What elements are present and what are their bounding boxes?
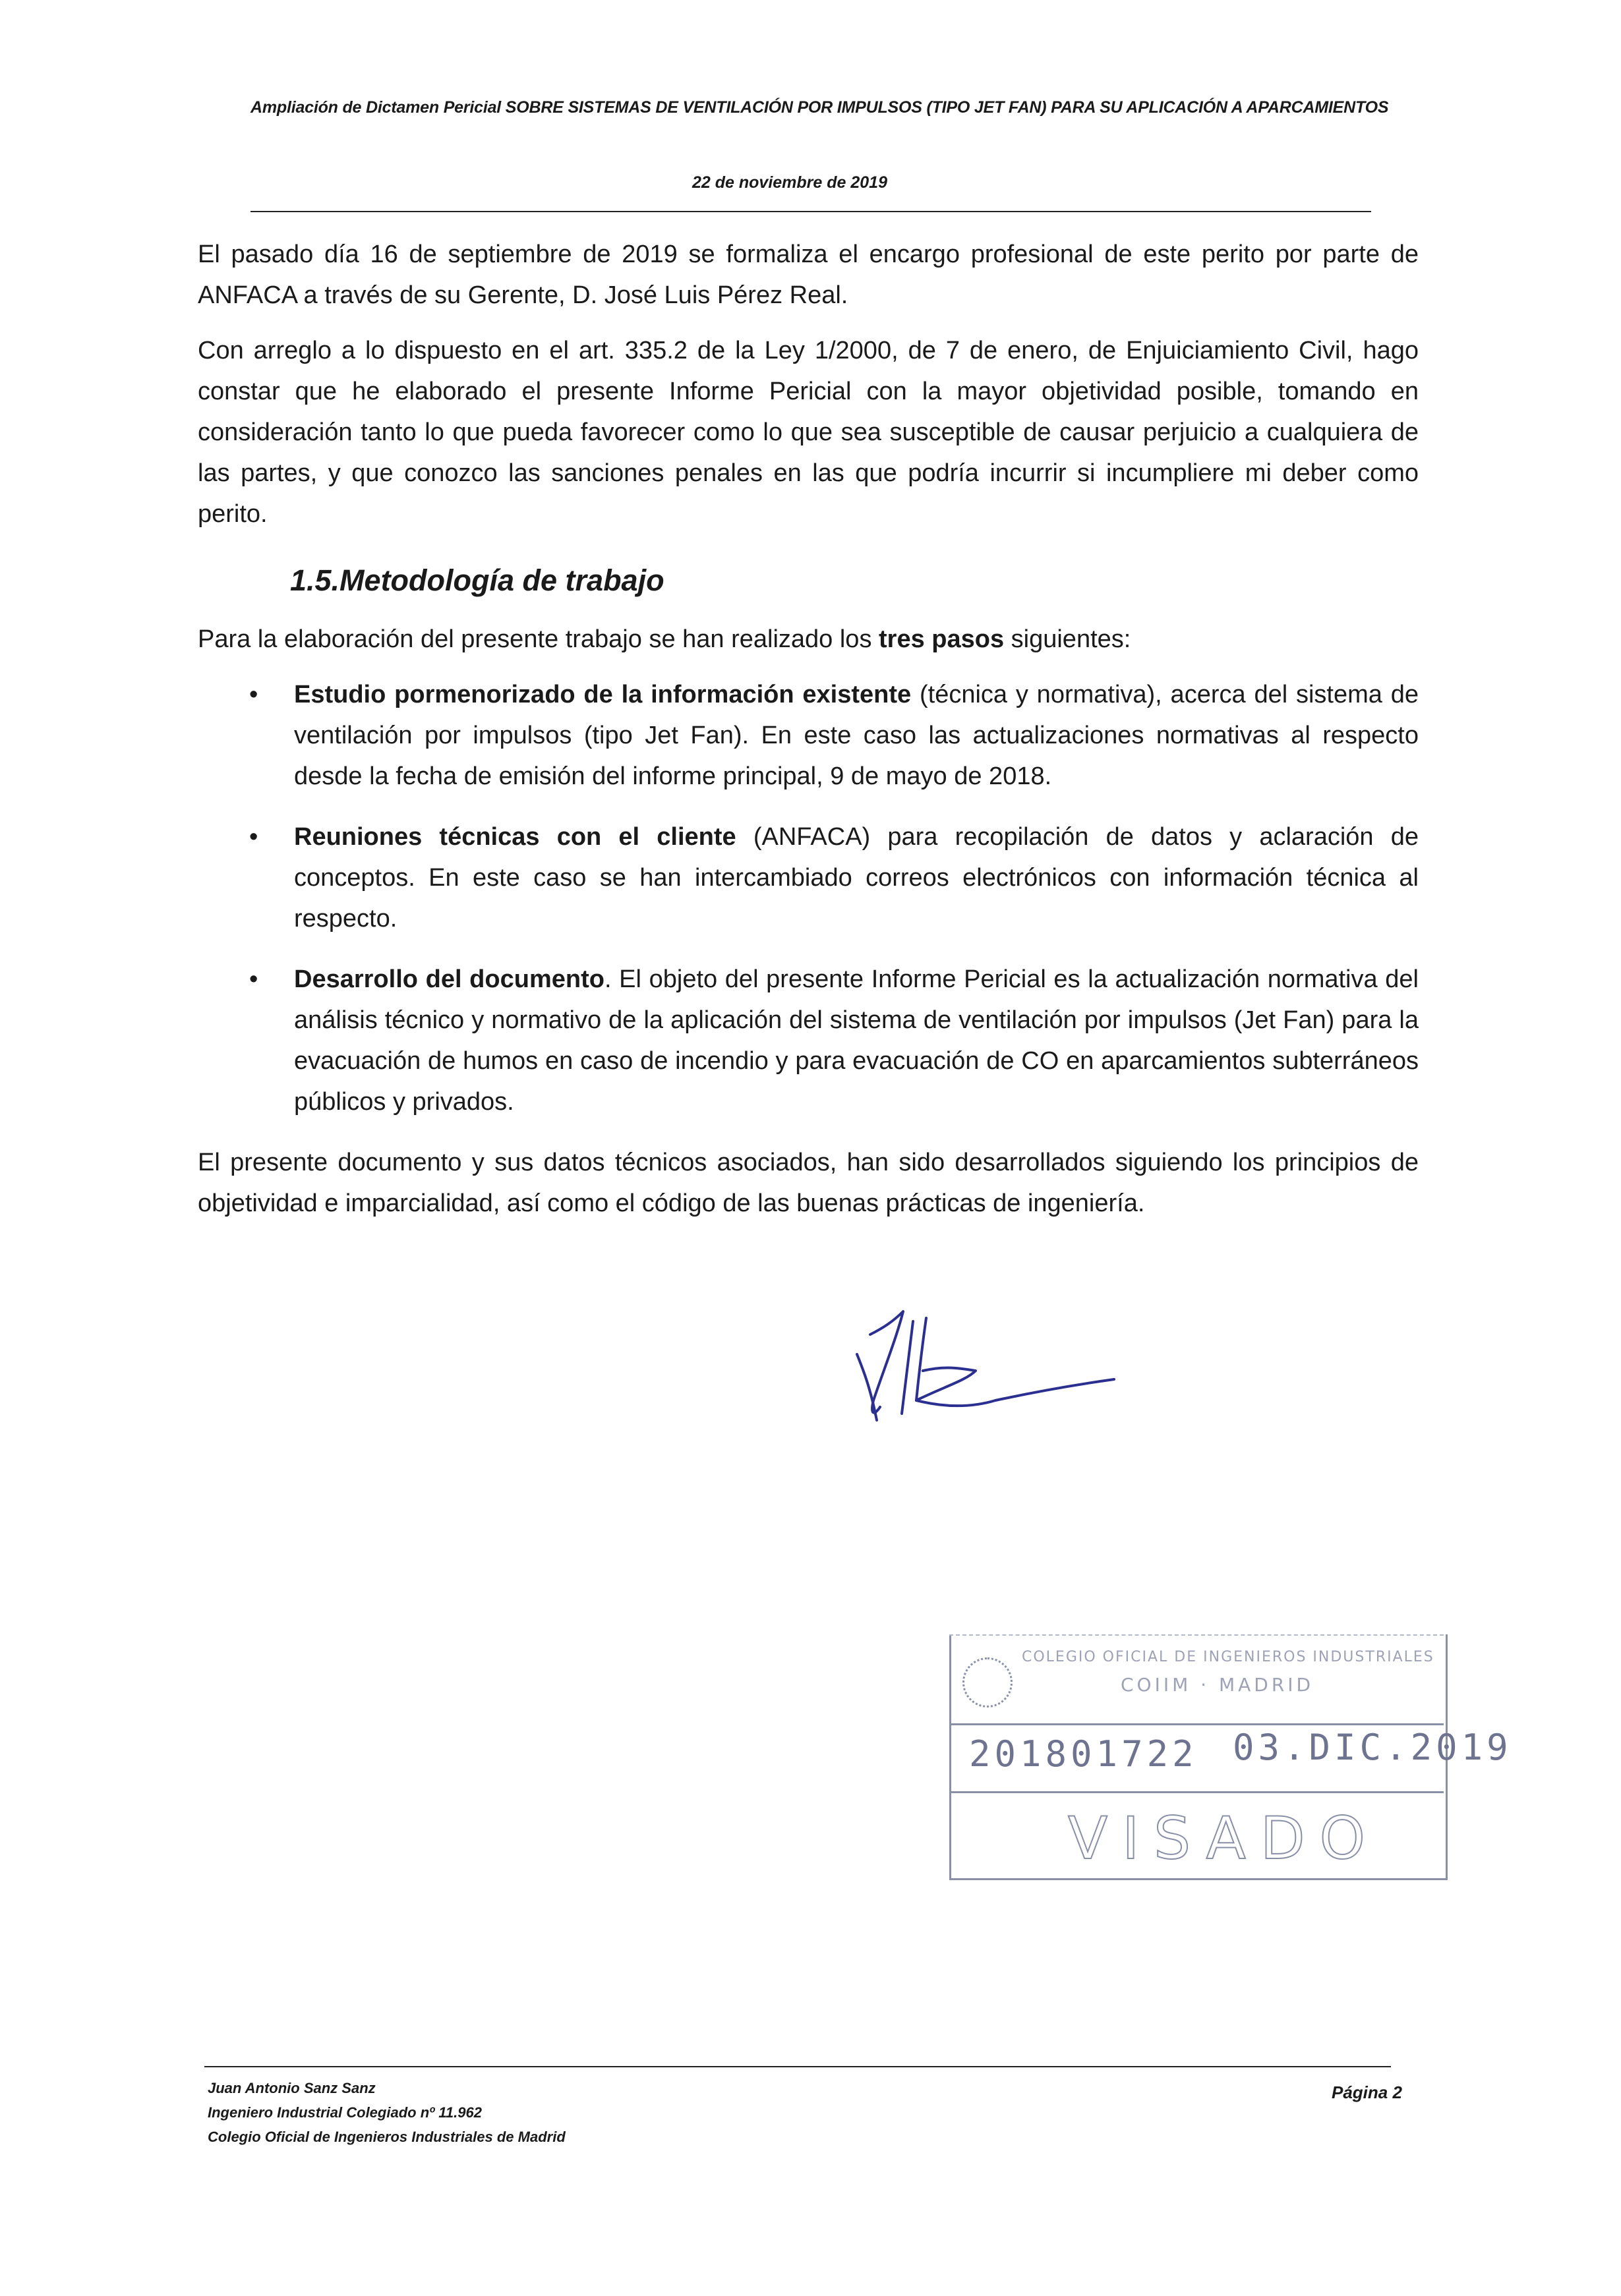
intro-text-end: siguientes: [1004, 625, 1131, 653]
section-heading: 1.5.Metodología de trabajo [290, 563, 664, 597]
seal-icon [962, 1657, 1013, 1708]
header-title: Ampliación de Dictamen Pericial SOBRE SISTEMAS DE VENTILACIÓN POR IMPULSOS (TIPO JET FAN) PARA SU APLICACIÓN A APARCAMIENTOS [251, 98, 1389, 117]
stamp-top-edge [949, 1634, 1444, 1636]
step-title: Desarrollo del documento [294, 965, 604, 993]
bullet-icon: • [249, 681, 258, 708]
bullet-icon: • [249, 965, 258, 993]
step-text: (ANFACA) para recopilación de datos y aclaración de conceptos. En este caso se han intercambiado correos electrónicos con información técnica al respecto. [294, 823, 1419, 933]
intro-text-bold: tres pasos [879, 625, 1005, 653]
document-body [198, 234, 1419, 1238]
header-date: 22 de noviembre de 2019 [692, 173, 887, 192]
paragraph-objectivity: Con arreglo a lo dispuesto en el art. 335.2 de la Ley 1/2000, de 7 de enero, de Enjuiciamiento Civil, hago constar que he elaborado el presente Informe Pericial con la mayor objetividad posible, tomando en consideración tanto lo que pueda favorecer como lo que sea susceptible de causar perjuicio a cualquiera de las partes, y que conozco las sanciones penales en las que podría incurrir si incumpliere mi deber como perito. [198, 337, 1419, 528]
list-item [198, 674, 1419, 797]
paragraph-closing: El presente documento y sus datos técnicos asociados, han sido desarrollados siguiendo los principios de objetividad e imparcialidad, así como el código de las buenas prácticas de ingeniería. [198, 1149, 1419, 1217]
paragraph-intro [198, 619, 1419, 660]
footer-divider [204, 2066, 1391, 2067]
visado-stamp [949, 1634, 1512, 1885]
page-number: Página 2 [1332, 2082, 1402, 2102]
footer-credential: Ingeniero Industrial Colegiado nº 11.962 [208, 2104, 482, 2121]
footer-name: Juan Antonio Sanz Sanz [208, 2080, 376, 2096]
footer-organization: Colegio Oficial de Ingenieros Industriales de Madrid [208, 2129, 566, 2145]
stamp-date: 03.DIC.2019 [1233, 1727, 1512, 1768]
footer-author-block [208, 2076, 566, 2149]
stamp-location: COIIM · MADRID [1121, 1674, 1314, 1696]
steps-list [198, 674, 1419, 1122]
handwritten-signature [844, 1308, 1121, 1433]
step-text: . El objeto del presente Informe Pericial es la actualización normativa del análisis técnico y normativo de la aplicación del sistema de ventilación por impulsos (Jet Fan) para la evacuación de humos en caso de incendio y para evacuación de CO en aparcamientos subterráneos públicos y privados. [294, 965, 1419, 1116]
stamp-label: VISADO [1068, 1804, 1380, 1872]
stamp-organization: COLEGIO OFICIAL DE INGENIEROS INDUSTRIALES [1022, 1649, 1434, 1665]
step-title: Estudio pormenorizado de la información existente [294, 681, 912, 708]
list-item [198, 959, 1419, 1122]
stamp-visa-number: 201801722 [969, 1733, 1198, 1775]
list-item [198, 817, 1419, 939]
bullet-icon: • [249, 823, 258, 851]
step-text: (técnica y normativa), acerca del sistema de ventilación por impulsos (tipo Jet Fan). En este caso las actualizaciones normativas al respecto desde la fecha de emisión del informe principal, 9 de mayo de 2018. [294, 681, 1419, 790]
paragraph-engagement: El pasado día 16 de septiembre de 2019 se formaliza el encargo profesional de este perito por parte de ANFACA a través de su Gerente, D. José Luis Pérez Real. [198, 241, 1419, 309]
intro-text-start: Para la elaboración del presente trabajo se han realizado los [198, 625, 879, 653]
step-title: Reuniones técnicas con el cliente [294, 823, 736, 851]
header-divider [251, 211, 1371, 212]
